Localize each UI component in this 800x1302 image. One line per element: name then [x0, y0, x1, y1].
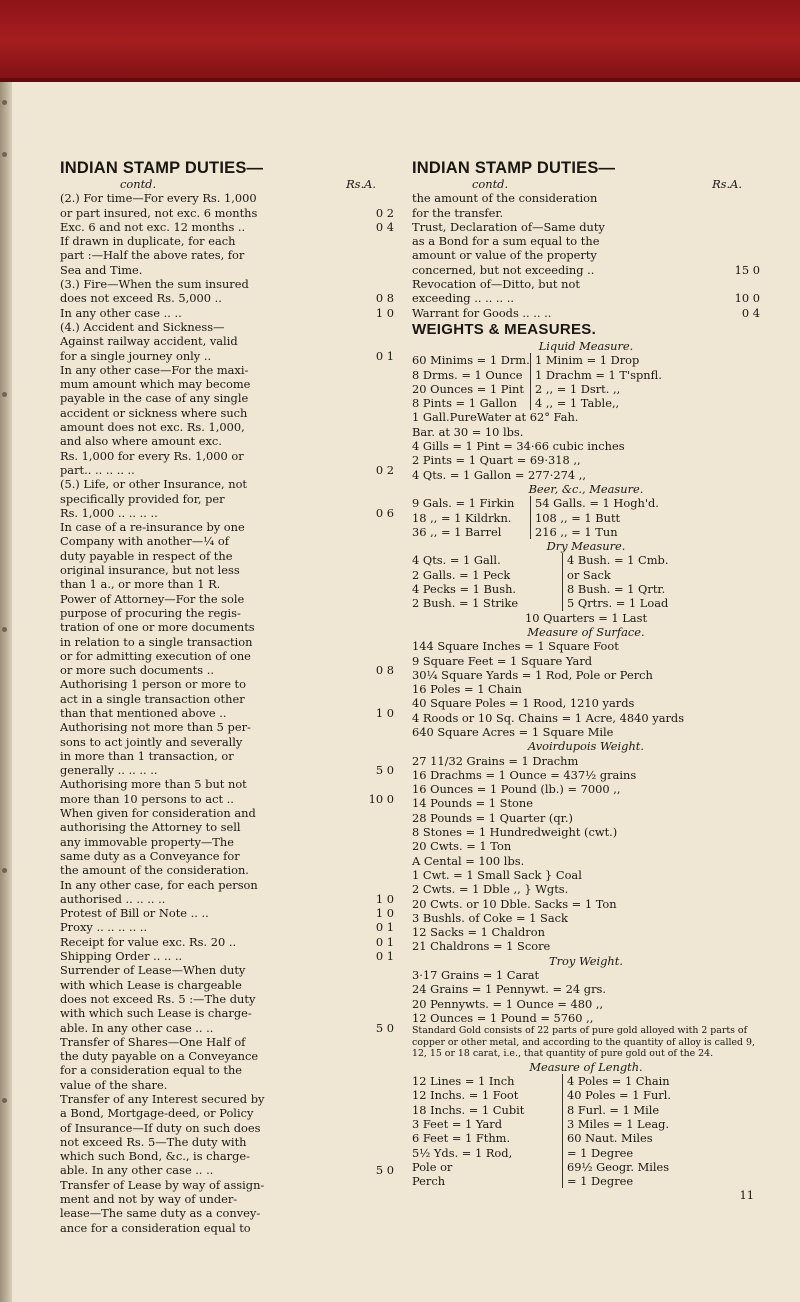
- beer-table: [412, 496, 760, 539]
- list-row: A Cental = 100 lbs.: [412, 853, 525, 868]
- duty-entry: [60, 206, 394, 220]
- entry-text: than that mentioned above ..: [60, 705, 227, 720]
- table-cell-left: 20 Ounces = 1 Pint: [412, 381, 524, 396]
- list-row: 40 Square Poles = 1 Rood, 1210 yards: [412, 696, 635, 711]
- duty-entry: [60, 1006, 394, 1020]
- liquid-extra: [412, 410, 760, 481]
- entry-text: for a consideration equal to the: [60, 1063, 243, 1078]
- entry-amount: 15 0: [734, 262, 760, 277]
- table-cell-left: 18 Inchs. = 1 Cubit: [412, 1102, 525, 1117]
- duty-entry: [60, 1163, 394, 1177]
- table-cell-right: 4 Bush. = 1 Cmb.: [562, 553, 760, 567]
- duty-entry: [60, 406, 394, 420]
- duty-entry: [412, 306, 760, 320]
- duty-entry: [412, 277, 760, 291]
- table-cell-right: 69½ Geogr. Miles: [562, 1160, 760, 1174]
- entry-amount: 0 1: [375, 949, 394, 964]
- surface-list: [412, 639, 760, 739]
- list-row: 20 Cwts. or 10 Dble. Sacks = 1 Ton: [412, 896, 617, 911]
- stitch-hole: [2, 1098, 7, 1103]
- entry-text: same duty as a Conveyance for: [60, 848, 240, 863]
- entry-text: lease—The same duty as a convey-: [60, 1206, 261, 1221]
- table-cell-left: Pole or: [412, 1159, 453, 1174]
- table-cell-right: 4 Poles = 1 Chain: [562, 1074, 760, 1088]
- entry-text: with which Lease is chargeable: [60, 977, 242, 992]
- table-cell-right: 216 ,, = 1 Tun: [530, 525, 760, 539]
- entry-text: the duty payable on a Conveyance: [60, 1049, 259, 1064]
- entry-text: Power of Attorney—For the sole: [60, 591, 245, 606]
- entry-text: a Bond, Mortgage-deed, or Policy: [60, 1106, 254, 1121]
- table-cell-right: or Sack: [562, 568, 760, 582]
- table-cell-right: 54 Galls. = 1 Hogh'd.: [530, 496, 760, 510]
- troy-list: [412, 968, 760, 1025]
- table-cell-right: 8 Furl. = 1 Mile: [562, 1103, 760, 1117]
- duty-entry: [60, 363, 394, 377]
- table-cell-left: 4 Qts. = 1 Gall.: [412, 553, 501, 568]
- duty-entry: [60, 377, 394, 391]
- table-cell-left: 2 Galls. = 1 Peck: [412, 567, 511, 582]
- table-cell-right: 1 Minim = 1 Drop: [530, 353, 760, 367]
- entry-amount: 1 0: [375, 906, 394, 921]
- entry-text: part.. .. .. .. ..: [60, 462, 135, 477]
- duty-entry: [60, 777, 394, 791]
- entry-amount: 0 1: [375, 920, 394, 935]
- table-cell-right: 1 Drachm = 1 T'spnfl.: [530, 368, 760, 382]
- entry-text: Company with another—¼ of: [60, 534, 229, 549]
- entry-text: original insurance, but not less: [60, 563, 240, 578]
- right-column: [412, 160, 760, 1203]
- left-column: [60, 160, 394, 1235]
- duty-entry: [60, 706, 394, 720]
- entry-amount: 5 0: [375, 1163, 394, 1178]
- entry-text: value of the share.: [60, 1077, 168, 1092]
- duty-entry: [60, 1192, 394, 1206]
- duty-entry: [60, 978, 394, 992]
- duty-entry: [60, 1135, 394, 1149]
- list-row: 12 Sacks = 1 Chaldron: [412, 925, 545, 940]
- duty-entry: [60, 1021, 394, 1035]
- duty-entry: [60, 549, 394, 563]
- duty-entry: [412, 248, 760, 262]
- duty-entry: [60, 277, 394, 291]
- entry-text: and also where amount exc.: [60, 434, 222, 449]
- entry-text: In any other case—For the maxi-: [60, 362, 249, 377]
- left-subheading: [60, 177, 394, 191]
- duty-entry: [60, 520, 394, 534]
- left-entry-list: [60, 191, 394, 1235]
- entry-text: purpose of procuring the regis-: [60, 605, 241, 620]
- duty-entry: [60, 606, 394, 620]
- entry-text: amount does not exc. Rs. 1,000,: [60, 420, 245, 435]
- entry-text: which such Bond, &c., is charge-: [60, 1149, 251, 1164]
- entry-text: In any other case, for each person: [60, 877, 258, 892]
- entry-text: Rs. 1,000 .. .. .. ..: [60, 505, 158, 520]
- entry-text: more than 10 persons to act ..: [60, 791, 234, 806]
- avoir-title: Avoirdupois Weight.: [527, 739, 645, 754]
- rs-label: Rs.A.: [712, 177, 742, 191]
- table-cell-right: 40 Poles = 1 Furl.: [562, 1088, 760, 1102]
- entry-text: exceeding .. .. .. ..: [412, 291, 515, 306]
- table-cell-right: 8 Bush. = 1 Qrtr.: [562, 582, 760, 596]
- entry-text: part :—Half the above rates, for: [60, 248, 245, 263]
- entry-amount: 0 8: [375, 291, 394, 306]
- entry-text: Rs. 1,000 for every Rs. 1,000 or: [60, 448, 244, 463]
- list-row: 16 Drachms = 1 Ounce = 437½ grains: [412, 767, 637, 782]
- table-cell-right: 4 ,, = 1 Table,,: [530, 396, 760, 410]
- entry-text: (5.) Life, or other Insurance, not: [60, 477, 248, 492]
- list-row: 640 Square Acres = 1 Square Mile: [412, 724, 614, 739]
- stitch-hole: [2, 627, 7, 632]
- duty-entry: [60, 506, 394, 520]
- duty-entry: [60, 878, 394, 892]
- entry-text: payable in the case of any single: [60, 391, 249, 406]
- entry-text: specifically provided for, per: [60, 491, 225, 506]
- list-row: Bar. at 30 = 10 lbs.: [412, 424, 524, 439]
- table-cell-left: 3 Feet = 1 Yard: [412, 1116, 503, 1131]
- entry-amount: 1 0: [375, 305, 394, 320]
- stitch-hole: [2, 868, 7, 873]
- duty-entry: [60, 334, 394, 348]
- duty-entry: [60, 492, 394, 506]
- entry-text: Exc. 6 and not exc. 12 months ..: [60, 219, 246, 234]
- list-row: 3·17 Grains = 1 Carat: [412, 968, 540, 983]
- entry-text: accident or sickness where such: [60, 405, 248, 420]
- duty-entry: [60, 420, 394, 434]
- duty-entry: [60, 306, 394, 320]
- entry-text: the amount of the consideration: [412, 191, 598, 206]
- table-cell-right: 108 ,, = 1 Butt: [530, 511, 760, 525]
- entry-amount: 0 4: [741, 305, 760, 320]
- list-row: 144 Square Inches = 1 Square Foot: [412, 639, 619, 654]
- duty-entry: [60, 391, 394, 405]
- duty-entry: [412, 291, 760, 305]
- entry-text: in more than 1 transaction, or: [60, 748, 234, 763]
- table-cell-right: 2 ,, = 1 Dsrt. ,,: [530, 382, 760, 396]
- duty-entry: [60, 906, 394, 920]
- duty-entry: [60, 1106, 394, 1120]
- entry-amount: 0 1: [375, 348, 394, 363]
- entry-text: authorising the Attorney to sell: [60, 820, 241, 835]
- entry-text: than 1 a., or more than 1 R.: [60, 577, 221, 592]
- entry-text: generally .. .. .. ..: [60, 763, 158, 778]
- table-cell-left: Perch: [412, 1174, 446, 1189]
- duty-entry: [60, 1149, 394, 1163]
- duty-entry: [60, 935, 394, 949]
- duty-entry: [60, 1178, 394, 1192]
- table-cell-left: 4 Pecks = 1 Bush.: [412, 582, 517, 597]
- table-cell-left: 9 Gals. = 1 Firkin: [412, 496, 515, 511]
- entry-text: Authorising more than 5 but not: [60, 777, 247, 792]
- entry-text: does not exceed Rs. 5,000 ..: [60, 291, 222, 306]
- stitch-hole: [2, 100, 7, 105]
- duty-entry: [60, 320, 394, 334]
- entry-amount: 5 0: [375, 763, 394, 778]
- dry-title: Dry Measure.: [546, 539, 626, 554]
- table-cell-left: 8 Drms. = 1 Ounce: [412, 367, 523, 382]
- list-row: 14 Pounds = 1 Stone: [412, 796, 533, 811]
- entry-text: Warrant for Goods .. .. ..: [412, 305, 552, 320]
- table-cell-left: 2 Bush. = 1 Strike: [412, 596, 519, 611]
- entry-text: In case of a re-insurance by one: [60, 520, 245, 535]
- entry-text: or more such documents ..: [60, 663, 214, 678]
- entry-text: ance for a consideration equal to: [60, 1220, 251, 1235]
- list-row: 4 Roods or 10 Sq. Chains = 1 Acre, 4840 yards: [412, 710, 685, 725]
- duty-entry: [60, 1121, 394, 1135]
- duty-entry: [60, 749, 394, 763]
- entry-text: Transfer of Shares—One Half of: [60, 1034, 246, 1049]
- entry-text: amount or value of the property: [412, 248, 597, 263]
- entry-text: authorised .. .. .. ..: [60, 891, 166, 906]
- duty-entry: [60, 720, 394, 734]
- right-subheading: [412, 177, 760, 191]
- list-row: 1 Gall.PureWater at 62° Fah.: [412, 410, 579, 425]
- entry-text: Revocation of—Ditto, but not: [412, 277, 580, 292]
- duty-entry: [60, 577, 394, 591]
- entry-amount: 10 0: [734, 291, 760, 306]
- red-book-cover-edge: [0, 0, 800, 82]
- entry-text: Shipping Order .. .. ..: [60, 949, 183, 964]
- troy-note: Standard Gold consists of 22 parts of pure gold alloyed with 2 parts of copper or other metal, and according to the quantity of alloy is called 9, 12, 15 or 18 carat, i.e., that quantity of pure gold out of the 24.: [412, 1025, 755, 1060]
- duty-entry: [60, 1221, 394, 1235]
- entry-amount: 0 2: [375, 205, 394, 220]
- entry-text: or for admitting execution of one: [60, 648, 251, 663]
- list-row: 9 Square Feet = 1 Square Yard: [412, 653, 593, 668]
- entry-text: does not exceed Rs. 5 :—The duty: [60, 991, 256, 1006]
- entry-text: any immovable property—The: [60, 834, 234, 849]
- entry-text: (3.) Fire—When the sum insured: [60, 277, 249, 292]
- entry-text: (2.) For time—For every Rs. 1,000: [60, 191, 257, 206]
- list-row: 3 Bushls. of Coke = 1 Sack: [412, 910, 568, 925]
- entry-amount: 0 4: [375, 219, 394, 234]
- contd-label: contd.: [472, 177, 509, 191]
- duty-entry: [60, 806, 394, 820]
- duty-entry: [60, 963, 394, 977]
- left-heading: INDIAN STAMP DUTIES—: [60, 159, 264, 177]
- entry-text: Against railway accident, valid: [60, 334, 238, 349]
- duty-entry: [60, 291, 394, 305]
- list-row: 27 11/32 Grains = 1 Drachm: [412, 753, 579, 768]
- entry-text: for the transfer.: [412, 205, 504, 220]
- duty-entry: [60, 449, 394, 463]
- table-cell-left: 6 Feet = 1 Fthm.: [412, 1131, 511, 1146]
- duty-entry: [60, 635, 394, 649]
- entry-amount: 1 0: [375, 891, 394, 906]
- list-row: 20 Cwts. = 1 Ton: [412, 839, 512, 854]
- list-row: 30¼ Square Yards = 1 Rod, Pole or Perch: [412, 667, 653, 682]
- duty-entry: [60, 1035, 394, 1049]
- entry-text: Proxy .. .. .. .. ..: [60, 920, 148, 935]
- list-row: 1 Cwt. = 1 Small Sack } Coal: [412, 867, 582, 882]
- entry-text: concerned, but not exceeding ..: [412, 262, 595, 277]
- table-cell-left: 12 Lines = 1 Inch: [412, 1074, 515, 1089]
- duty-entry: [412, 220, 760, 234]
- entry-text: Sea and Time.: [60, 262, 143, 277]
- list-row: 8 Stones = 1 Hundredweight (cwt.): [412, 825, 618, 840]
- duty-entry: [412, 191, 760, 205]
- dry-last: 10 Quarters = 1 Last: [524, 610, 648, 625]
- entry-text: Transfer of Lease by way of assign-: [60, 1177, 265, 1192]
- avoir-list: [412, 754, 760, 954]
- liquid-title: Liquid Measure.: [538, 338, 634, 353]
- liquid-table: [412, 353, 760, 410]
- binding-spine: [0, 82, 12, 1302]
- troy-title: Troy Weight.: [549, 953, 623, 968]
- list-row: 20 Pennywts. = 1 Ounce = 480 ,,: [412, 996, 604, 1011]
- page-number: 11: [739, 1188, 754, 1203]
- entry-text: or part insured, not exc. 6 months: [60, 205, 258, 220]
- stitch-hole: [2, 152, 7, 157]
- duty-entry: [60, 649, 394, 663]
- entry-amount: 1 0: [375, 705, 394, 720]
- entry-text: able. In any other case .. ..: [60, 1163, 214, 1178]
- entry-text: ment and not by way of under-: [60, 1192, 238, 1207]
- table-cell-right: = 1 Degree: [562, 1174, 760, 1188]
- duty-entry: [60, 835, 394, 849]
- duty-entry: [60, 792, 394, 806]
- list-row: 4 Qts. = 1 Gallon = 277·274 ,,: [412, 467, 587, 482]
- list-row: 12 Ounces = 1 Pound = 5760 ,,: [412, 1010, 594, 1025]
- duty-entry: [60, 434, 394, 448]
- surface-title: Measure of Surface.: [527, 624, 645, 639]
- table-cell-left: 60 Minims = 1 Drm.: [412, 353, 530, 368]
- duty-entry: [60, 849, 394, 863]
- entry-amount: 0 6: [375, 505, 394, 520]
- duty-entry: [60, 863, 394, 877]
- duty-entry: [60, 477, 394, 491]
- entry-text: the amount of the consideration.: [60, 863, 249, 878]
- list-row: 24 Grains = 1 Pennywt. = 24 grs.: [412, 982, 606, 997]
- entry-text: not exceed Rs. 5—The duty with: [60, 1134, 247, 1149]
- entry-text: In any other case .. ..: [60, 305, 182, 320]
- duty-entry: [60, 763, 394, 777]
- entry-text: act in a single transaction other: [60, 691, 245, 706]
- duty-entry: [60, 1078, 394, 1092]
- entry-text: Protest of Bill or Note .. ..: [60, 906, 209, 921]
- duty-entry: [412, 234, 760, 248]
- right-heading: INDIAN STAMP DUTIES—: [412, 159, 616, 177]
- entry-text: duty payable in respect of the: [60, 548, 233, 563]
- duty-entry: [60, 620, 394, 634]
- entry-text: Authorising not more than 5 per-: [60, 720, 251, 735]
- table-cell-left: 12 Inchs. = 1 Foot: [412, 1088, 519, 1103]
- list-row: 2 Pints = 1 Quart = 69·318 ,,: [412, 453, 581, 468]
- entry-text: (4.) Accident and Sickness—: [60, 319, 225, 334]
- right-entry-list: [412, 191, 760, 320]
- entry-amount: 0 1: [375, 934, 394, 949]
- entry-text: If drawn in duplicate, for each: [60, 234, 236, 249]
- weights-measures-heading: WEIGHTS & MEASURES.: [412, 320, 597, 338]
- duty-entry: [60, 677, 394, 691]
- table-cell-right: 60 Naut. Miles: [562, 1131, 760, 1145]
- duty-entry: [60, 992, 394, 1006]
- duty-entry: [60, 191, 394, 205]
- duty-entry: [60, 1092, 394, 1106]
- duty-entry: [60, 663, 394, 677]
- entry-text: tration of one or more documents: [60, 620, 255, 635]
- entry-text: in relation to a single transaction: [60, 634, 253, 649]
- duty-entry: [60, 735, 394, 749]
- stitch-hole: [2, 392, 7, 397]
- entry-text: Authorising 1 person or more to: [60, 677, 246, 692]
- entry-text: Trust, Declaration of—Same duty: [412, 219, 605, 234]
- entry-text: as a Bond for a sum equal to the: [412, 234, 600, 249]
- duty-entry: [60, 1049, 394, 1063]
- duty-entry: [412, 263, 760, 277]
- duty-entry: [60, 234, 394, 248]
- table-cell-left: 5½ Yds. = 1 Rod,: [412, 1145, 513, 1160]
- list-row: 28 Pounds = 1 Quarter (qr.): [412, 810, 573, 825]
- entry-amount: 0 2: [375, 462, 394, 477]
- duty-entry: [60, 820, 394, 834]
- duty-entry: [60, 949, 394, 963]
- list-row: 16 Poles = 1 Chain: [412, 682, 522, 697]
- entry-text: sons to act jointly and severally: [60, 734, 243, 749]
- table-cell-right: 5 Qrtrs. = 1 Load: [562, 596, 760, 610]
- duty-entry: [60, 1206, 394, 1220]
- beer-title: Beer, &c., Measure.: [528, 481, 644, 496]
- table-cell-left: 36 ,, = 1 Barrel: [412, 524, 502, 539]
- list-row: 4 Gills = 1 Pint = 34·66 cubic inches: [412, 439, 625, 454]
- dry-table: [412, 553, 760, 610]
- entry-text: able. In any other case .. ..: [60, 1020, 214, 1035]
- duty-entry: [60, 248, 394, 262]
- entry-amount: 10 0: [368, 791, 394, 806]
- entry-text: When given for consideration and: [60, 806, 256, 821]
- entry-text: for a single journey only ..: [60, 348, 212, 363]
- table-cell-left: 18 ,, = 1 Kildrkn.: [412, 510, 512, 525]
- list-row: 21 Chaldrons = 1 Score: [412, 939, 551, 954]
- entry-text: mum amount which may become: [60, 377, 251, 392]
- duty-entry: [412, 206, 760, 220]
- entry-amount: 0 8: [375, 663, 394, 678]
- list-row: 16 Ounces = 1 Pound (lb.) = 7000 ,,: [412, 782, 621, 797]
- duty-entry: [60, 892, 394, 906]
- length-table: [412, 1074, 760, 1188]
- entry-text: with which such Lease is charge-: [60, 1006, 252, 1021]
- contd-label: contd.: [120, 177, 157, 191]
- entry-amount: 5 0: [375, 1020, 394, 1035]
- duty-entry: [60, 220, 394, 234]
- entry-text: Receipt for value exc. Rs. 20 ..: [60, 934, 237, 949]
- table-cell-left: 8 Pints = 1 Gallon: [412, 396, 517, 411]
- duty-entry: [60, 463, 394, 477]
- duty-entry: [60, 349, 394, 363]
- duty-entry: [60, 592, 394, 606]
- entry-text: of Insurance—If duty on such does: [60, 1120, 261, 1135]
- duty-entry: [60, 1063, 394, 1077]
- duty-entry: [60, 692, 394, 706]
- rs-label: Rs.A.: [346, 177, 376, 191]
- table-cell-right: = 1 Degree: [562, 1146, 760, 1160]
- duty-entry: [60, 563, 394, 577]
- duty-entry: [60, 263, 394, 277]
- duty-entry: [60, 920, 394, 934]
- entry-text: Surrender of Lease—When duty: [60, 963, 246, 978]
- table-cell-right: 3 Miles = 1 Leag.: [562, 1117, 760, 1131]
- entry-text: Transfer of any Interest secured by: [60, 1092, 265, 1106]
- list-row: 2 Cwts. = 1 Dble ,, } Wgts.: [412, 882, 569, 897]
- duty-entry: [60, 534, 394, 548]
- length-title: Measure of Length.: [529, 1059, 643, 1074]
